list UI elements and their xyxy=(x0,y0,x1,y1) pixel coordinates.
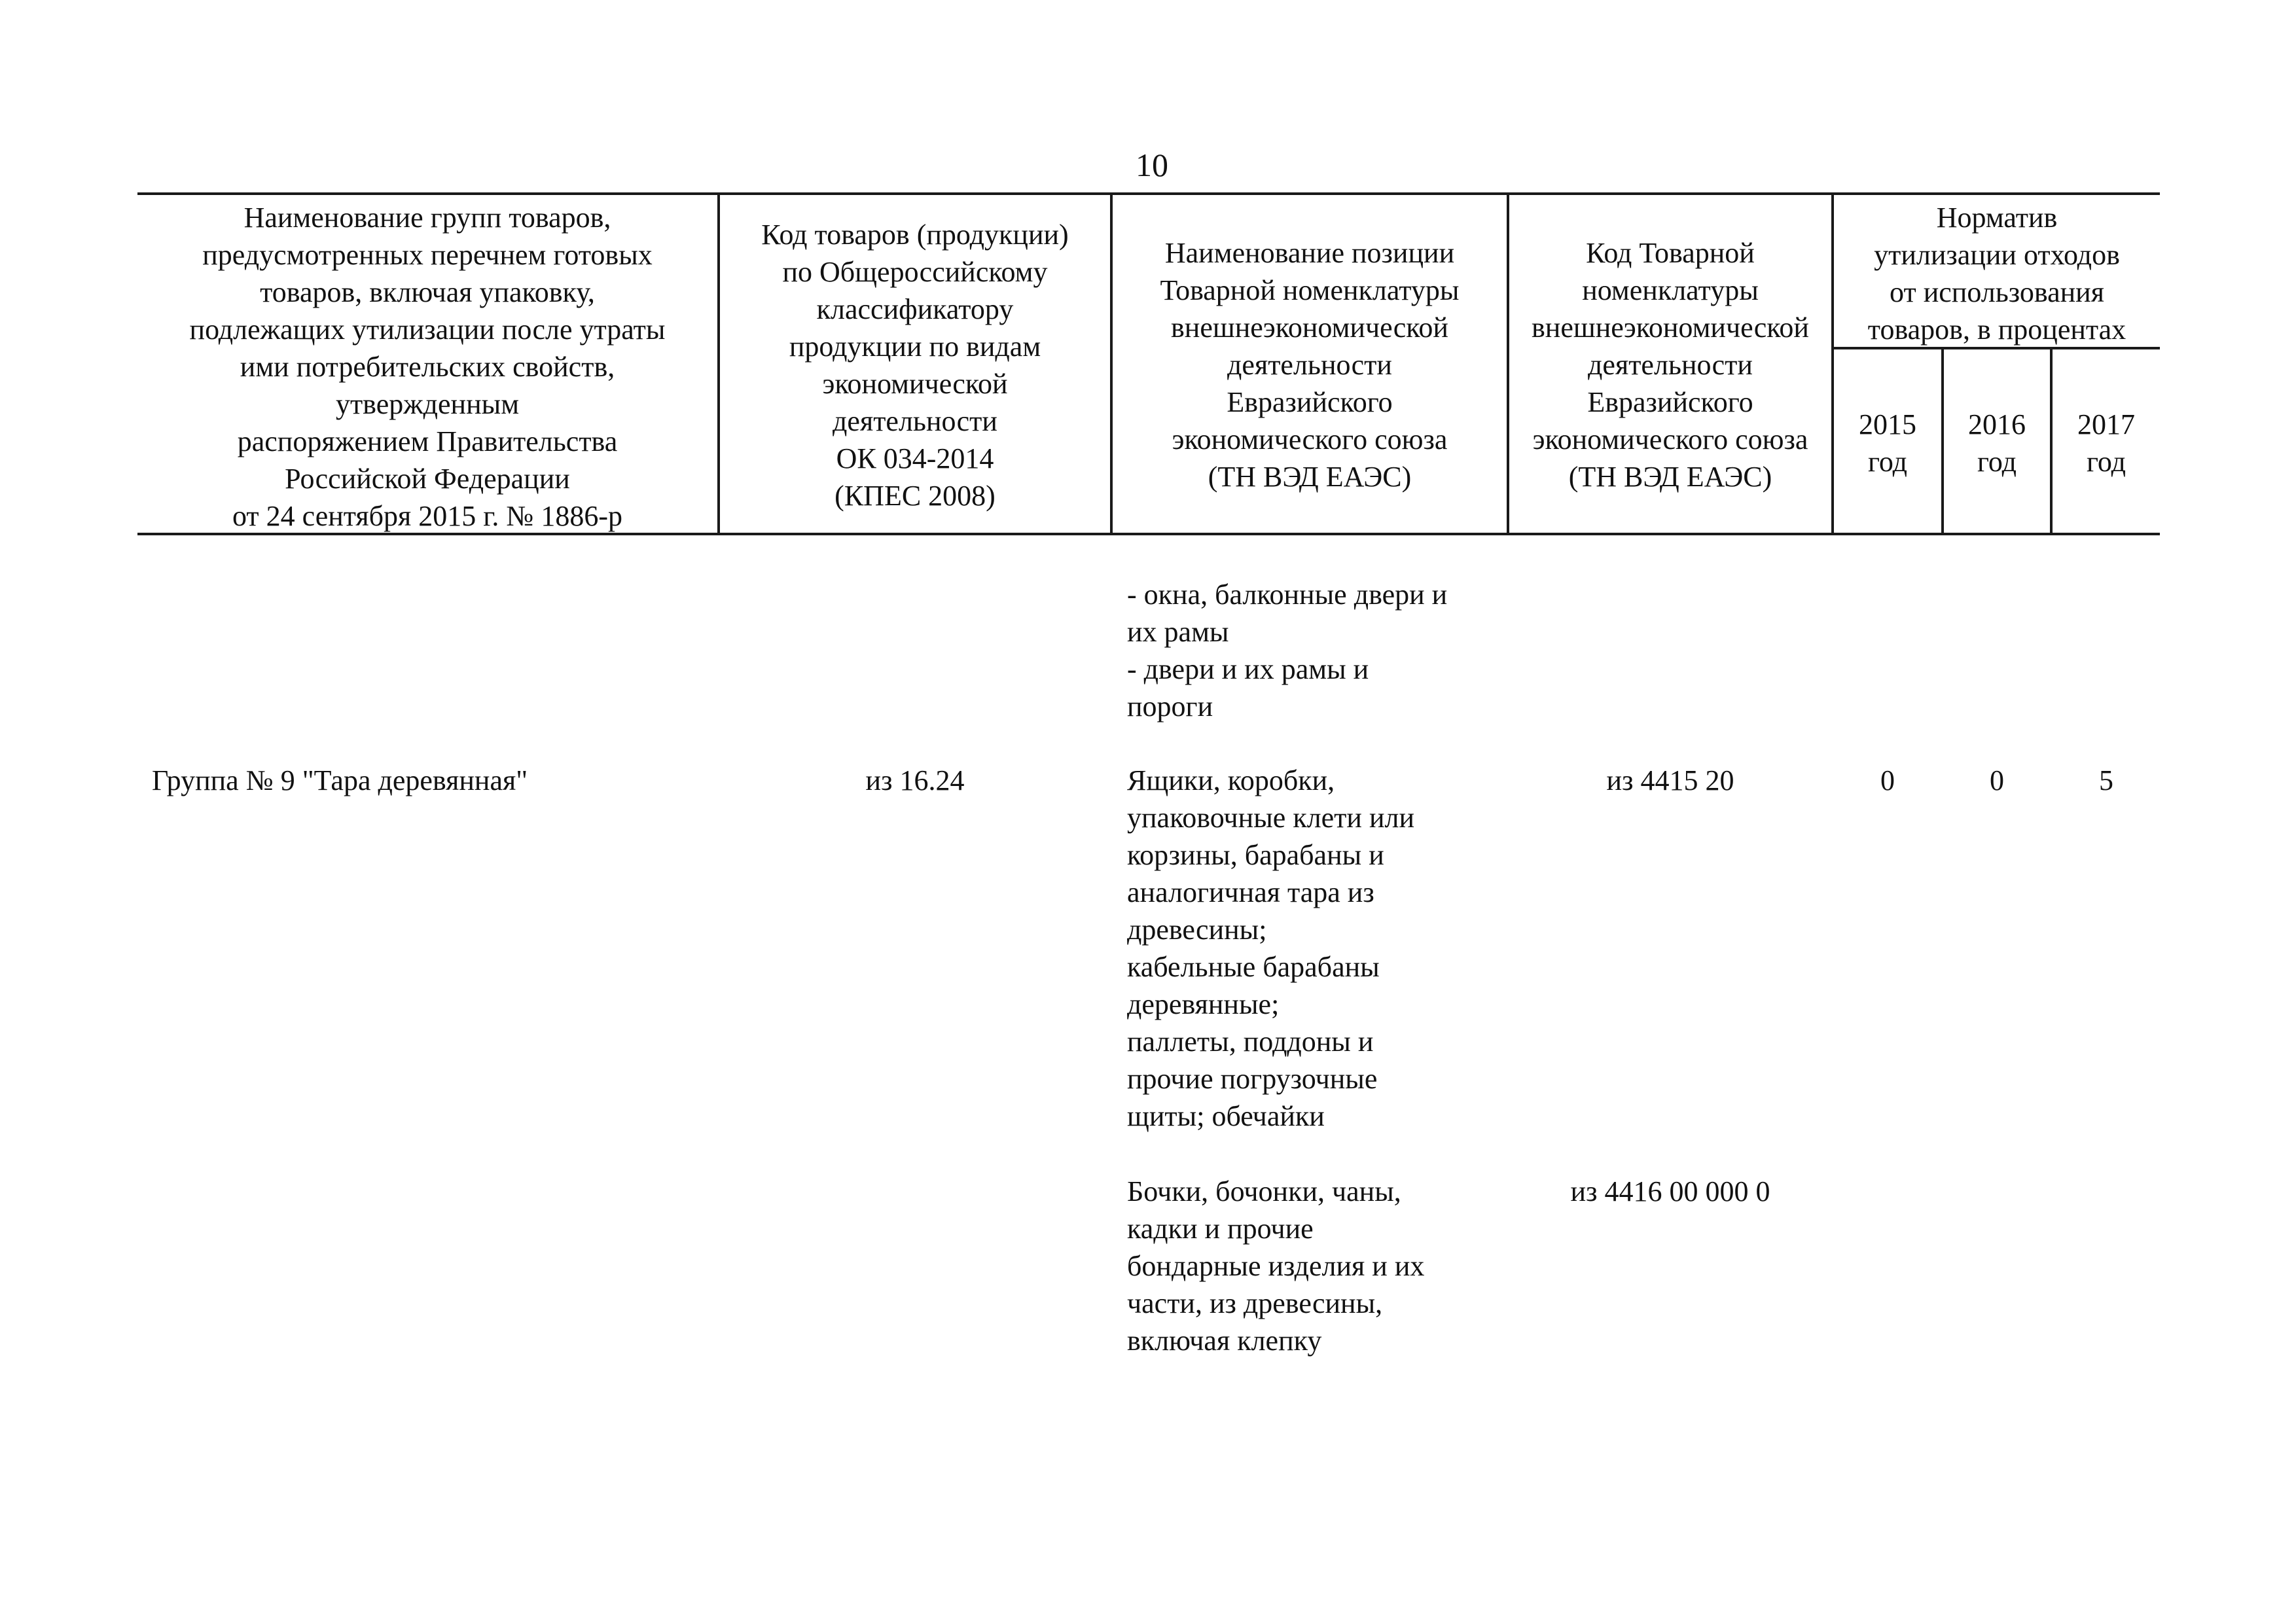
header-year-2015: 2015 год xyxy=(1859,408,1916,478)
group-name: Группа № 9 "Тара деревянная" xyxy=(152,764,528,796)
page-number: 10 xyxy=(1136,147,1168,183)
header-norm: Норматив утилизации отходов от использования товаров, в процентах xyxy=(1867,202,2126,346)
value-2017-row-1: 5 xyxy=(2099,764,2113,796)
tnved-code-row-1: из 4415 20 xyxy=(1606,764,1734,796)
value-2016-row-1: 0 xyxy=(1990,764,2004,796)
header-year-2016: 2016 год xyxy=(1968,408,2026,478)
header-okpd-code: Код товаров (продукции) по Общероссийскому классификатору продукции по видам экономической деятельности ОК 034-2014 (КПЕС 2008) xyxy=(761,219,1069,512)
header-group-name: Наименование групп товаров, предусмотренных перечнем готовых товаров, включая упаковку, подлежащих утилизации после утраты ими потребительских свойств, утвержденным распоряжением Правительства Российской Федерации от 24 сентября 2015 г. № 1886-р xyxy=(189,202,666,532)
header-top-rule xyxy=(137,192,2160,195)
okpd-code: из 16.24 xyxy=(865,764,965,796)
value-2015-row-1: 0 xyxy=(1880,764,1895,796)
header-tnved-code: Код Товарной номенклатуры внешнеэкономической деятельности Евразийского экономического союза (ТН ВЭД ЕАЭС) xyxy=(1532,237,1809,493)
tnved-code-row-2: из 4416 00 000 0 xyxy=(1570,1175,1770,1207)
continuation-item-name: - окна, балконные двери и их рамы - двери и их рамы и пороги xyxy=(1127,579,1448,722)
item-name-row-2: Бочки, бочонки, чаны, кадки и прочие бондарные изделия и их части, из древесины, включая клепку xyxy=(1127,1175,1425,1357)
item-name-row-1: Ящики, коробки, упаковочные клети или корзины, барабаны и аналогичная тара из древесины; кабельные барабаны деревянные; паллеты, поддоны и прочие погрузочные щиты; обечайки xyxy=(1127,764,1415,1132)
header-year-2017: 2017 год xyxy=(2077,408,2135,478)
header-item-name: Наименование позиции Товарной номенклатуры внешнеэкономической деятельности Евразийского экономического союза (ТН ВЭД ЕАЭС) xyxy=(1160,237,1460,493)
